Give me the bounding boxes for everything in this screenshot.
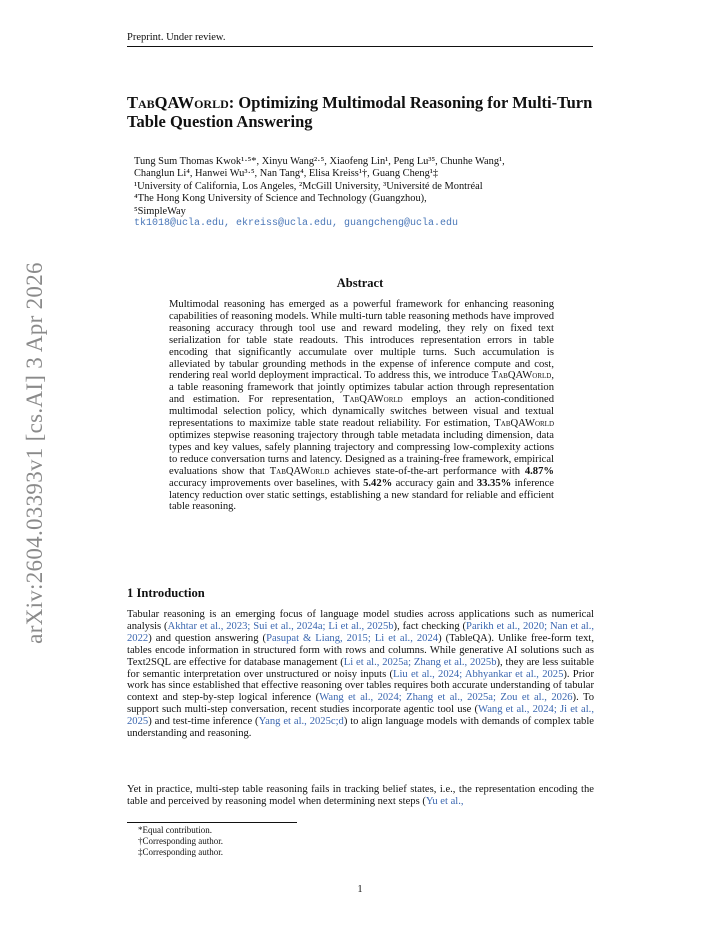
framework-name: TabQAWorld — [269, 465, 330, 477]
author-line-1: Tung Sum Thomas Kwok¹·⁵*, Xinyu Wang²·⁵, Xiaofeng Lin¹, Peng Lu³⁵, Chunhe Wang¹, — [134, 156, 505, 167]
abstract-span: , a table reasoning framework that jointly optimizes tabular action through representation and estimation. For representation, — [169, 370, 554, 406]
header-rule — [127, 46, 593, 47]
author-emails[interactable]: tk1018@ucla.edu, ekreiss@ucla.edu, guangcheng@ucla.edu — [134, 218, 459, 230]
framework-name: TabQAWorld — [494, 418, 554, 430]
text-span: ) to align language models with demands of complex table understanding and reasoning. — [127, 716, 594, 740]
text-span: Yet in practice, multi-step table reasoning fails in tracking belief states, i.e., the representation encoding the table and perceived by reasoning model when determining next steps ( — [127, 784, 594, 807]
citation-link[interactable]: Liu et al., 2024; Abhyankar et al., 2025 — [393, 668, 564, 680]
text-span: ). To support such multi-step conversation, recent studies incorporate agentic tool use ( — [127, 692, 594, 716]
arxiv-stamp: arXiv:2604.03393v1 [cs.AI] 3 Apr 2026 — [22, 262, 47, 644]
footnote-corresponding-1: †Corresponding author. — [138, 835, 223, 846]
affiliation-1: ¹University of California, Los Angeles, ²McGill University, ³Université de Montréal — [134, 180, 483, 192]
abstract-heading: Abstract — [336, 276, 384, 290]
framework-name: TabQAWorld — [127, 93, 229, 112]
text-span: ) (TableQA). Unlike free-form text, tables encode information in structured form with rows and columns. While generative AI solutions such as Text2SQL are effective for database management ( — [127, 632, 595, 668]
page-number: 1 — [357, 884, 363, 895]
citation-link[interactable]: Yu et al., — [425, 795, 464, 807]
abstract-span: inference latency reduction over static settings, establishing a new standard for reliable and efficient table reasoning. — [169, 477, 554, 513]
text-span: ) and test-time inference ( — [148, 716, 259, 728]
text-span: Tabular reasoning is an emerging focus of language model studies across applications such as numerical analysis ( — [127, 609, 594, 632]
bold-metric: 4.87% — [524, 465, 554, 477]
footnote-corresponding-2: ‡Corresponding author. — [138, 846, 223, 857]
abstract-span: Multimodal reasoning has emerged as a powerful framework for enhancing reasoning capabilities of reasoning models. While multi-turn table reasoning methods have improved reasoning accuracy through tool use and reward modeling, they rely on fixed text serialization for table state readouts. This introduces representation errors in table encoding that significantly accumulate over multiple turns. Such accumulation is alleviated by tabular grounding methods in the expense of inference compute and cost, rendering real world deployment impractical. To address this, we introduce — [169, 299, 554, 382]
abstract-span: optimizes stepwise reasoning trajectory through table metadata including dimension, data types and key values, safely planning trajectory and compressing low-complexity actions to reduce conversation turns and latency. Designed as a training-free framework, empirical evaluations show that — [169, 429, 554, 477]
bold-metric: 5.42% — [363, 477, 393, 489]
citation-link[interactable]: Pasupat & Liang, 2015; Li et al., 2024 — [266, 632, 439, 644]
citation-link[interactable]: Wang et al., 2024; Zhang et al., 2025a; Zou et al., 2026 — [319, 692, 573, 704]
intro-paragraph-1 — [127, 609, 594, 740]
author-block — [134, 156, 594, 230]
abstract-text — [169, 299, 554, 513]
section-heading-introduction: 1 Introduction — [127, 586, 205, 600]
abstract-span: accuracy gain and — [392, 477, 477, 489]
running-header: Preprint. Under review. — [127, 32, 226, 43]
affiliation-3: ⁵SimpleWay — [134, 205, 186, 217]
intro-paragraph-2 — [127, 784, 594, 808]
citation-link[interactable]: Yang et al., 2025c;d — [258, 716, 344, 728]
text-span: ). Prior work has since established that effective reasoning over tables requires both accurate understanding of tabular context and step-by-step logical inference ( — [127, 668, 594, 704]
abstract-span: employs an action-conditioned multimodal selection policy, which dynamically switches between visual and textual representations to maximize table state readout reliability. For estimation, — [169, 394, 554, 430]
citation-link[interactable]: Parikh et al., 2020; Nan et al., 2022 — [127, 620, 595, 644]
text-span: ), they are less suitable for semantic interpretation over unstructured or noisy inputs ( — [127, 656, 594, 680]
text-span: ) and question answering ( — [148, 632, 267, 644]
framework-name: TabQAWorld — [491, 370, 552, 382]
abstract-span: accuracy improvements over baselines, with — [169, 477, 364, 489]
citation-link[interactable]: Akhtar et al., 2023; Sui et al., 2024a; Li et al., 2025b — [167, 620, 394, 632]
title-rest: : Optimizing Multimodal Reasoning for Multi-Turn Table Question Answering — [127, 93, 593, 131]
footnote-equal-contribution: *Equal contribution. — [138, 825, 212, 835]
footnotes — [138, 825, 223, 857]
citation-link[interactable]: Wang et al., 2024; Ji et al., 2025 — [127, 704, 594, 728]
footnote-rule — [127, 822, 297, 823]
citation-link[interactable]: Li et al., 2025a; Zhang et al., 2025b — [343, 656, 497, 668]
abstract-span: achieves state-of-the-art performance with — [329, 465, 525, 477]
author-line-2: Changlun Li⁴, Hanwei Wu³·⁵, Nan Tang⁴, Elisa Kreiss¹†, Guang Cheng¹‡ — [134, 168, 439, 180]
affiliation-2: ⁴The Hong Kong University of Science and Technology (Guangzhou), — [134, 193, 427, 205]
bold-metric: 33.35% — [476, 477, 512, 489]
paper-title — [127, 93, 597, 131]
text-span: ), fact checking ( — [393, 620, 467, 632]
framework-name: TabQAWorld — [343, 394, 403, 406]
